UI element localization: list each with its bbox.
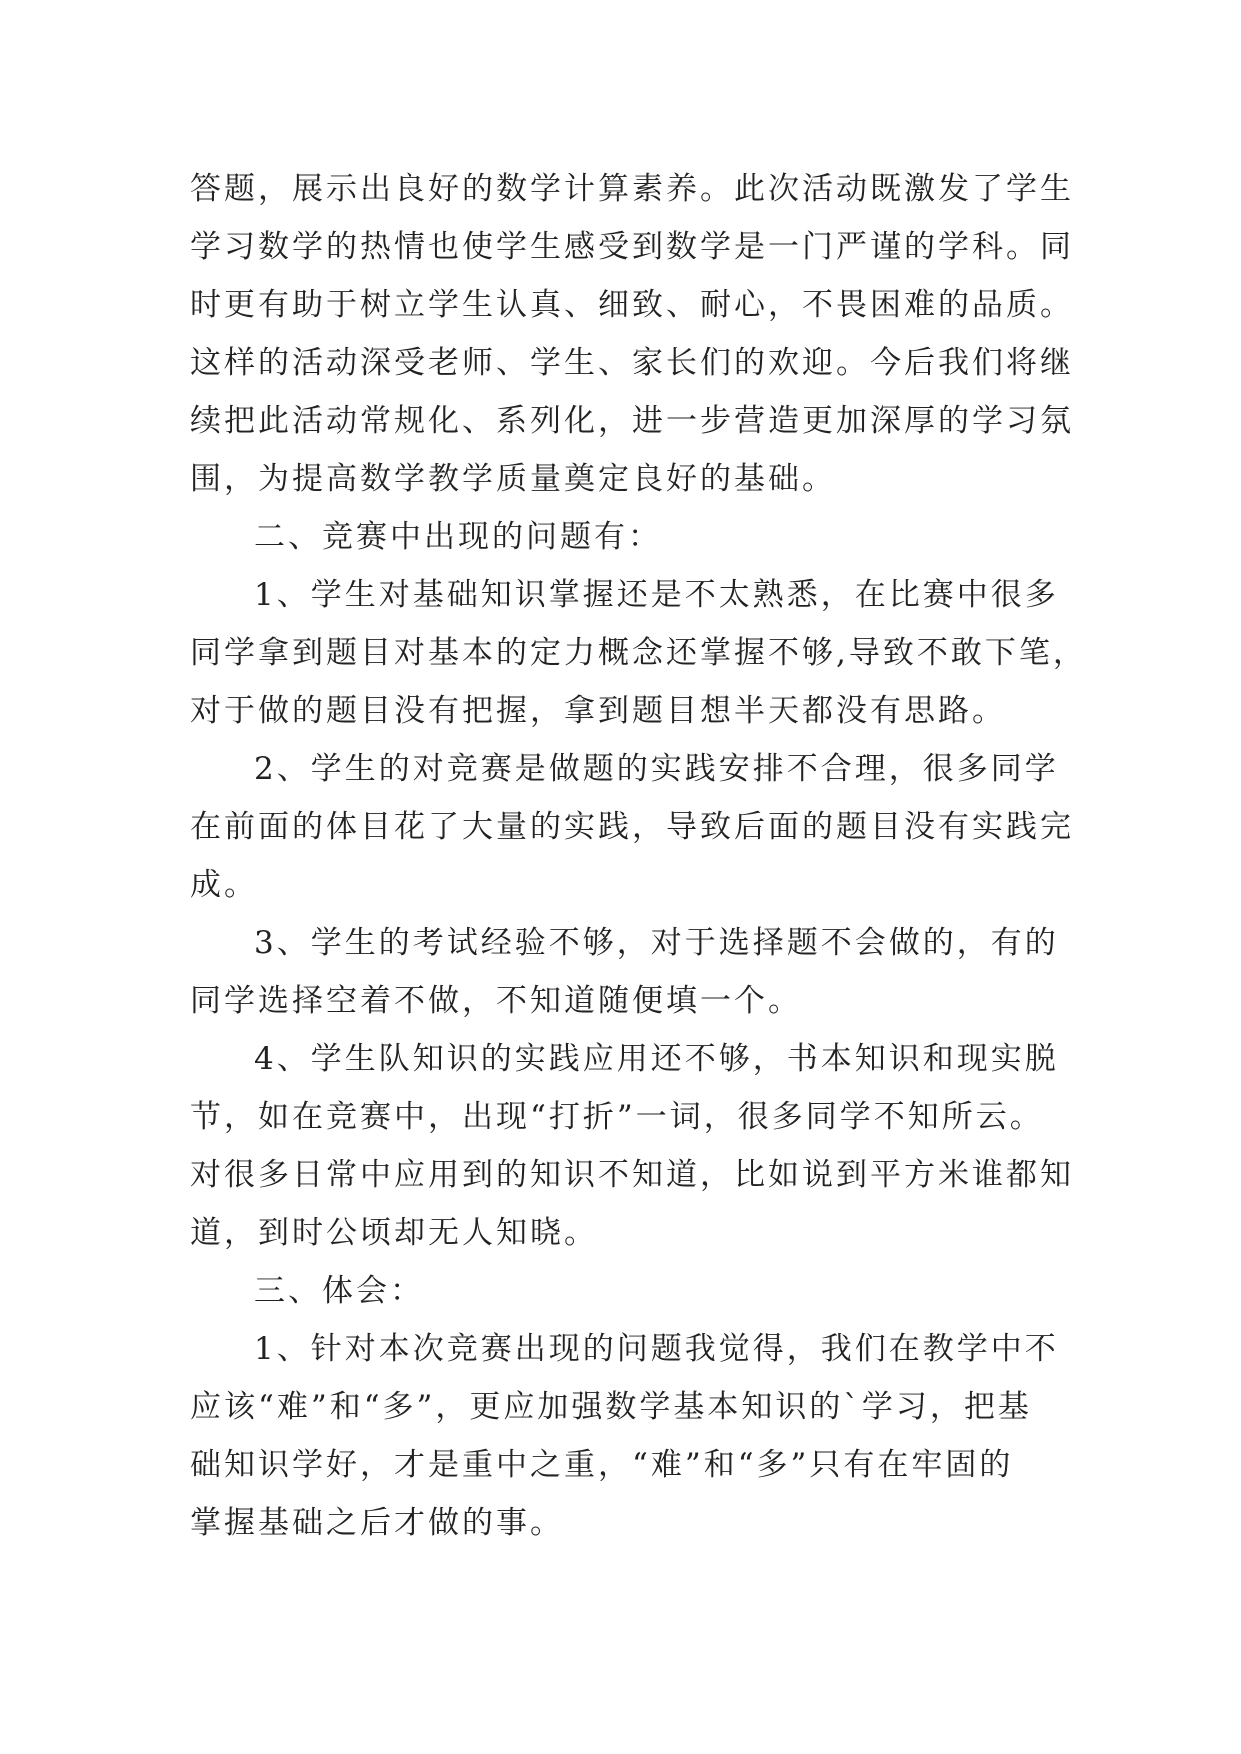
text-line-21: 1、针对本次竞赛出现的问题我觉得，我们在教学中不 xyxy=(254,1331,1059,1367)
text-line-13: 成。 xyxy=(190,867,258,903)
section-heading-reflection: 三、体会： xyxy=(254,1273,424,1309)
text-line-22: 应该“难”和“多”，更应加强数学基本知识的`学习，把基 xyxy=(190,1389,1032,1425)
text-line-14: 3、学生的考试经验不够，对于选择题不会做的，有的 xyxy=(254,925,1059,961)
text-line-19: 道，到时公顷却无人知晓。 xyxy=(190,1215,598,1251)
text-line-4: 这样的活动深受老师、学生、家长们的欢迎。今后我们将继 xyxy=(190,345,1074,381)
text-line-3: 时更有助于树立学生认真、细致、耐心，不畏困难的品质。 xyxy=(190,287,1074,323)
text-line-11: 2、学生的对竞赛是做题的实践安排不合理，很多同学 xyxy=(254,751,1059,787)
text-line-10: 对于做的题目没有把握，拿到题目想半天都没有思路。 xyxy=(190,693,1006,729)
text-line-2: 学习数学的热情也使学生感受到数学是一门严谨的学科。同 xyxy=(190,229,1074,265)
text-line-24: 掌握基础之后才做的事。 xyxy=(190,1505,564,1541)
text-line-23: 础知识学好，才是重中之重，“难”和“多”只有在牢固的 xyxy=(190,1447,1014,1483)
text-line-15: 同学选择空着不做，不知道随便填一个。 xyxy=(190,983,802,1019)
text-line-6: 围，为提高数学教学质量奠定良好的基础。 xyxy=(190,461,836,497)
text-line-1: 答题，展示出良好的数学计算素养。此次活动既激发了学生 xyxy=(190,171,1074,207)
text-line-8: 1、学生对基础知识掌握还是不太熟悉，在比赛中很多 xyxy=(254,577,1059,613)
document-body xyxy=(190,160,1087,1552)
text-line-12: 在前面的体目花了大量的实践，导致后面的题目没有实践完 xyxy=(190,809,1074,845)
text-line-9: 同学拿到题目对基本的定力概念还掌握不够,导致不敢下笔， xyxy=(190,635,1087,671)
text-line-5: 续把此活动常规化、系列化，进一步营造更加深厚的学习氛 xyxy=(190,403,1074,439)
text-line-16: 4、学生队知识的实践应用还不够，书本知识和现实脱 xyxy=(254,1041,1059,1077)
section-heading-problems: 二、竞赛中出现的问题有： xyxy=(254,519,662,555)
text-line-18: 对很多日常中应用到的知识不知道，比如说到平方米谁都知 xyxy=(190,1157,1074,1193)
text-line-17: 节，如在竞赛中，出现“打折”一词，很多同学不知所云。 xyxy=(190,1099,1044,1135)
